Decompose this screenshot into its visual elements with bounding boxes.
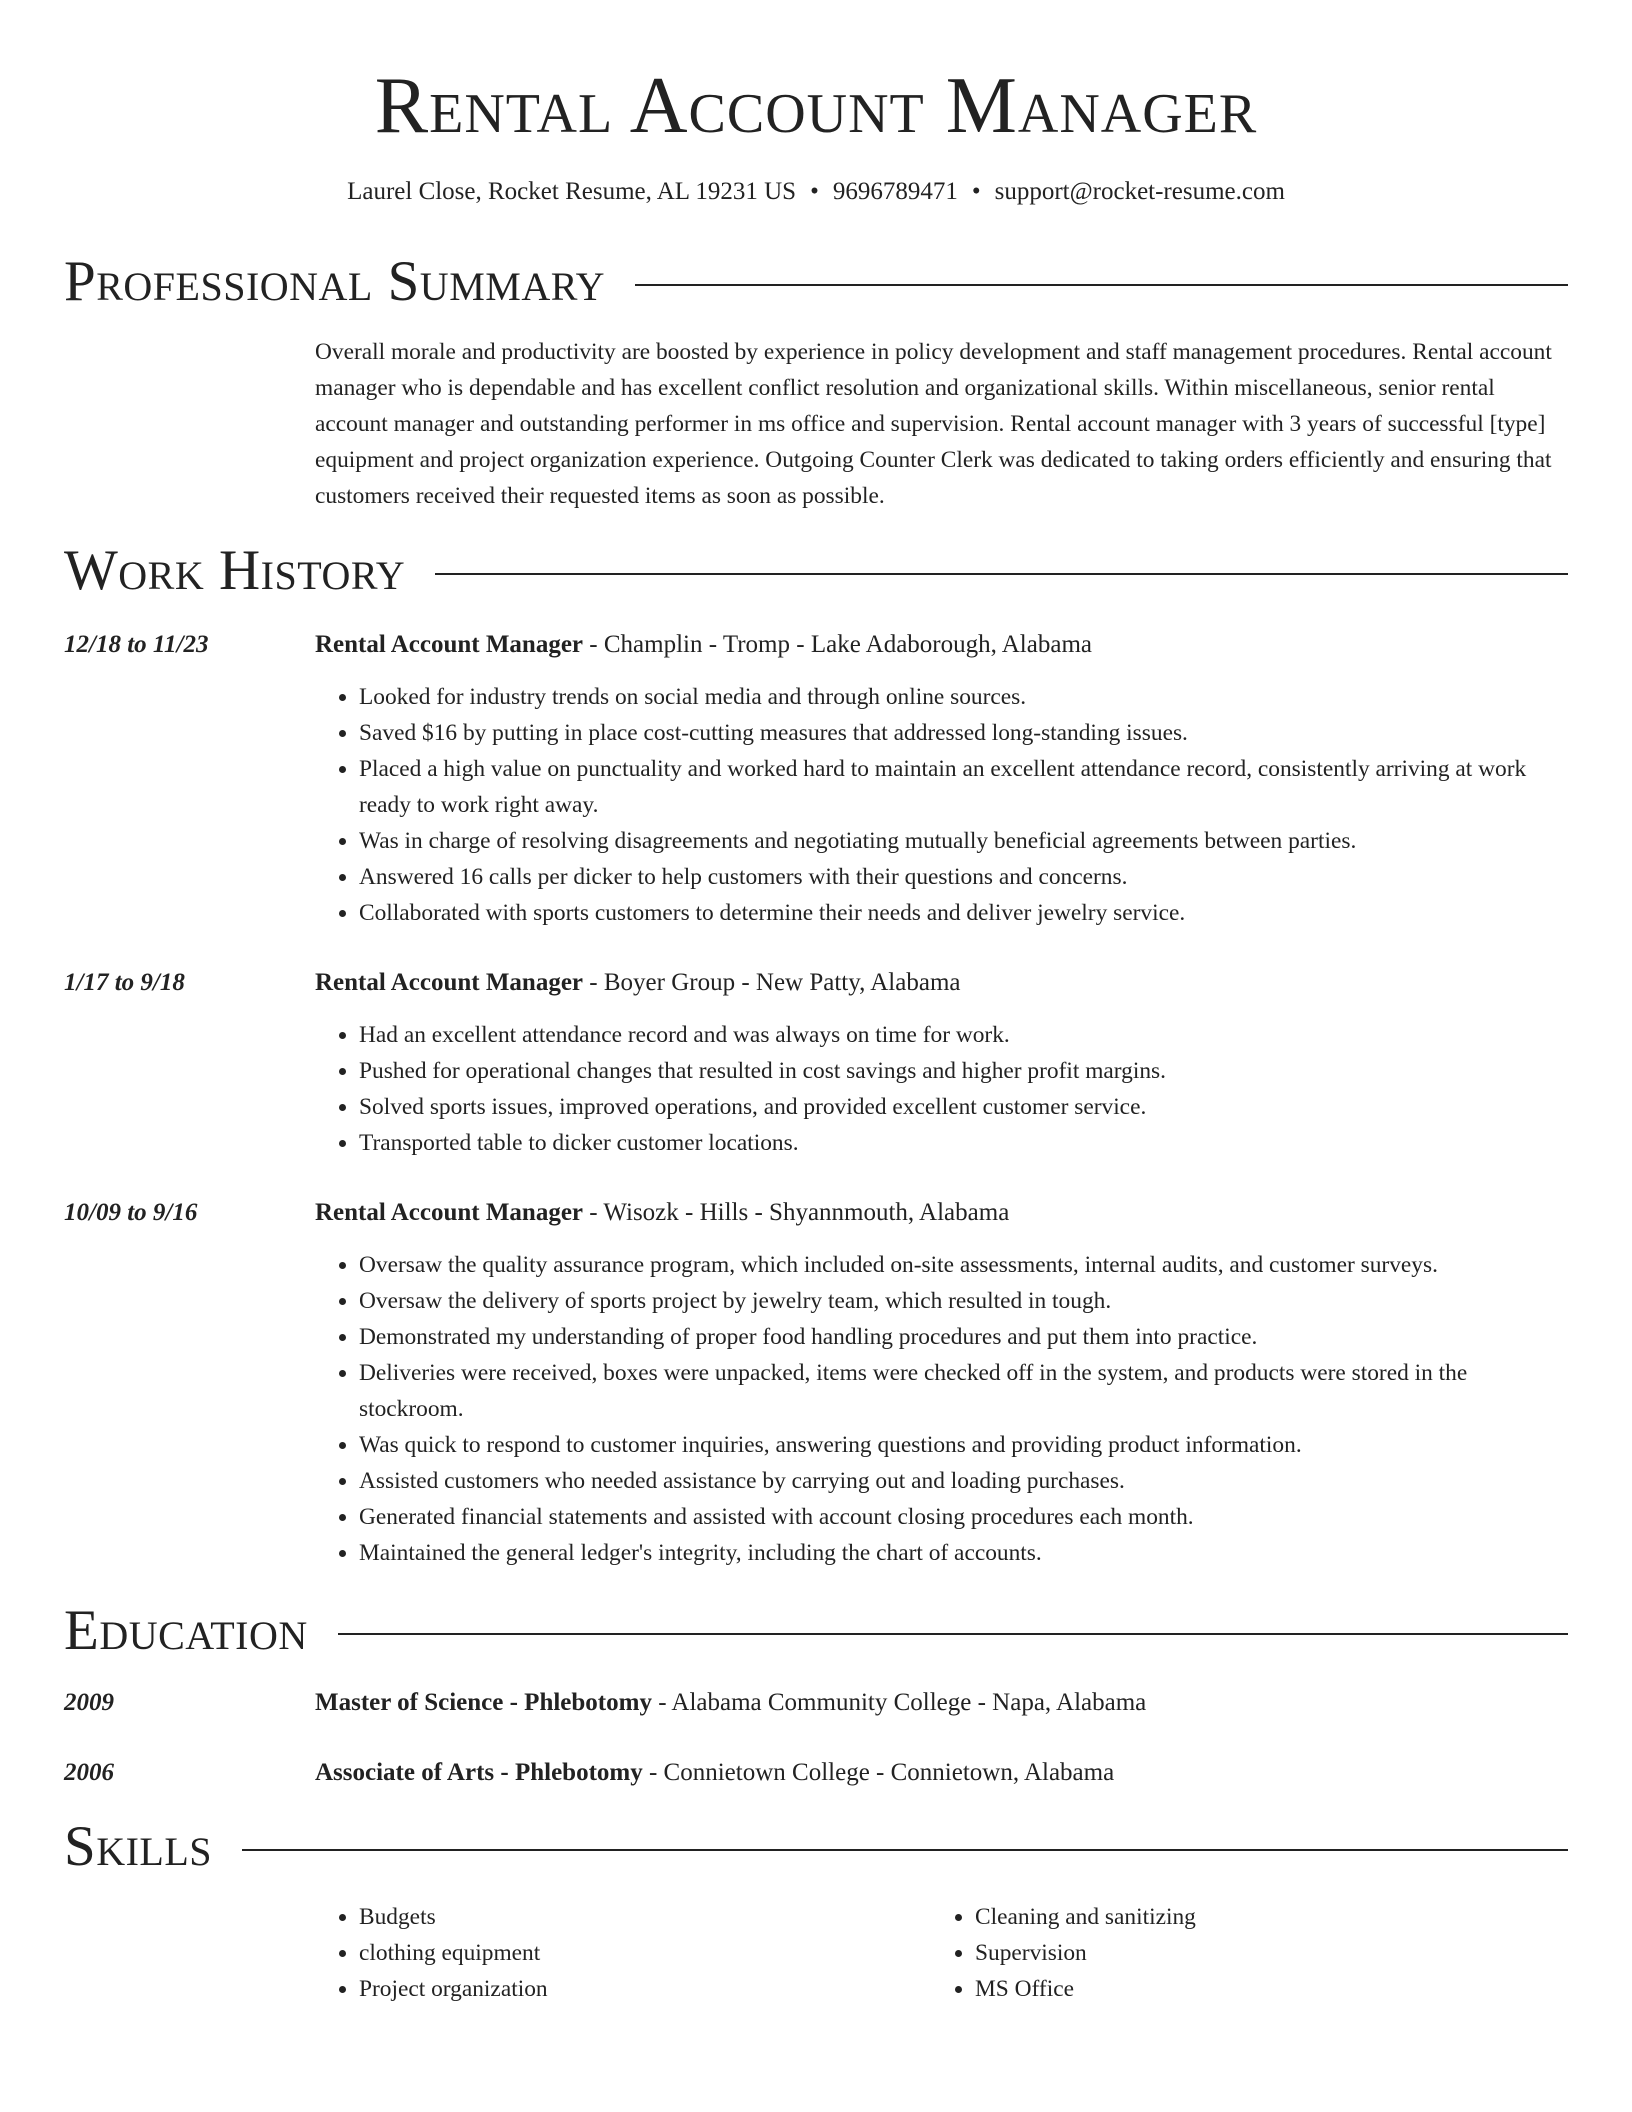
summary-text: Overall morale and productivity are boosted by experience in policy development and staff management procedures. Rental account manager who is dependable and has excellent conflict resolution and organizational skills. Within miscellaneous, senior rental account manager and outstanding performer in ms office and supervision. Rental account manager with 3 years of successful [type] equipment and project organization experience. Outgoing Counter Clerk was dedicated to taking orders efficiently and ensuring that customers received their requested items as soon as possible. <box>315 339 1552 509</box>
job-entry <box>64 1195 1568 1571</box>
job-bullet: • Transported table to dicker customer locations. <box>359 1125 1568 1161</box>
resume-page <box>64 0 1568 2007</box>
section-divider <box>635 284 1568 286</box>
education-list <box>64 1685 1568 1791</box>
job-bullet: • Was in charge of resolving disagreements and negotiating mutually beneficial agreements between parties. <box>359 823 1568 859</box>
job-dates: 10/09 to 9/16 <box>64 1199 198 1227</box>
job-title: Rental Account Manager <box>315 969 584 997</box>
job-bullets <box>315 1017 1568 1161</box>
job-heading <box>315 965 1568 1001</box>
section-skills-header <box>64 1813 1568 1881</box>
section-summary-title: Professional Summary <box>64 250 606 313</box>
job-bullet: • Solved sports issues, improved operations, and provided excellent customer service. <box>359 1089 1568 1125</box>
job-bullet: • Had an excellent attendance record and was always on time for work. <box>359 1017 1568 1053</box>
job-entry <box>64 965 1568 1161</box>
education-degree: Master of Science - Phlebotomy <box>315 1689 652 1717</box>
section-education-title: Education <box>64 1599 308 1663</box>
section-education-header <box>64 1597 1568 1665</box>
section-divider <box>338 1633 1568 1635</box>
section-skills-title: Skills <box>64 1815 213 1879</box>
skills-column-left <box>315 1899 931 2007</box>
contact-line <box>64 176 1568 208</box>
job-title: Rental Account Manager <box>315 631 584 659</box>
job-heading <box>315 1195 1568 1231</box>
section-summary-header <box>64 248 1568 316</box>
job-bullet: • Deliveries were received, boxes were unpacked, items were checked off in the system, and products were stored in the stockroom. <box>359 1355 1568 1427</box>
job-details: - Boyer Group - New Patty, Alabama <box>583 969 961 997</box>
work-history-list <box>64 627 1568 1571</box>
job-bullets <box>315 679 1568 931</box>
contact-separator: • <box>971 178 981 205</box>
job-bullet: • Assisted customers who needed assistance by carrying out and loading purchases. <box>359 1463 1568 1499</box>
job-entry <box>64 627 1568 931</box>
job-bullet: • Maintained the general ledger's integrity, including the chart of accounts. <box>359 1535 1568 1571</box>
education-heading <box>315 1755 1114 1791</box>
job-bullet: • Placed a high value on punctuality and worked hard to maintain an excellent attendance record, consistently arriving at work ready to work right away. <box>359 751 1568 823</box>
job-bullet: • Answered 16 calls per dicker to help customers with their questions and concerns. <box>359 859 1568 895</box>
contact-email: support@rocket-resume.com <box>994 178 1285 205</box>
job-title: Rental Account Manager <box>315 1199 584 1227</box>
contact-phone: 9696789471 <box>832 178 958 205</box>
job-bullet: • Demonstrated my understanding of proper food handling procedures and put them into practice. <box>359 1319 1568 1355</box>
contact-separator: • <box>810 178 819 205</box>
job-bullet: • Looked for industry trends on social media and through online sources. <box>359 679 1568 715</box>
job-bullet: • Oversaw the delivery of sports project by jewelry team, which resulted in tough. <box>359 1283 1568 1319</box>
education-year: 2006 <box>64 1759 114 1787</box>
job-heading <box>315 627 1568 663</box>
education-heading <box>315 1685 1146 1721</box>
job-bullet: • Generated financial statements and assisted with account closing procedures each month. <box>359 1499 1568 1535</box>
skill-item: • Supervision <box>975 1935 1547 1971</box>
education-degree: Associate of Arts - Phlebotomy <box>315 1759 643 1787</box>
skill-item: • Project organization <box>359 1971 931 2007</box>
section-divider <box>435 573 1568 575</box>
job-bullets <box>315 1247 1568 1571</box>
section-work-header <box>64 537 1568 605</box>
education-details: - Alabama Community College - Napa, Alabama <box>651 1689 1147 1717</box>
job-bullet: • Collaborated with sports customers to determine their needs and deliver jewelry service. <box>359 895 1568 931</box>
job-body <box>315 627 1568 931</box>
section-divider <box>242 1849 1568 1851</box>
education-entry <box>64 1685 1568 1721</box>
education-details: - Connietown College - Connietown, Alabama <box>642 1759 1115 1787</box>
job-dates: 12/18 to 11/23 <box>64 631 209 659</box>
job-body <box>315 965 1568 1161</box>
job-dates: 1/17 to 9/18 <box>64 969 185 997</box>
skills-list <box>315 1899 1568 2007</box>
job-bullet: • Oversaw the quality assurance program, which included on-site assessments, internal audits, and customer surveys. <box>359 1247 1568 1283</box>
education-entry <box>64 1755 1568 1791</box>
section-work-title: Work History <box>64 539 406 603</box>
resume-title: Rental Account Manager <box>374 62 1258 150</box>
skill-item: • MS Office <box>975 1971 1547 2007</box>
job-bullet: • Saved $16 by putting in place cost-cutting measures that addressed long-standing issues. <box>359 715 1568 751</box>
skill-item: • Cleaning and sanitizing <box>975 1899 1547 1935</box>
skill-item: • Budgets <box>359 1899 931 1935</box>
job-bullet: • Pushed for operational changes that resulted in cost savings and higher profit margins. <box>359 1053 1568 1089</box>
skill-item: • clothing equipment <box>359 1935 931 1971</box>
skills-column-right <box>931 1899 1547 2007</box>
job-body <box>315 1195 1568 1571</box>
job-details: - Wisozk - Hills - Shyannmouth, Alabama <box>583 1199 1010 1227</box>
job-bullet: • Was quick to respond to customer inquiries, answering questions and providing product information. <box>359 1427 1568 1463</box>
education-year: 2009 <box>64 1689 114 1717</box>
job-details: - Champlin - Tromp - Lake Adaborough, Alabama <box>583 631 1092 659</box>
contact-address: Laurel Close, Rocket Resume, AL 19231 US <box>347 178 797 205</box>
